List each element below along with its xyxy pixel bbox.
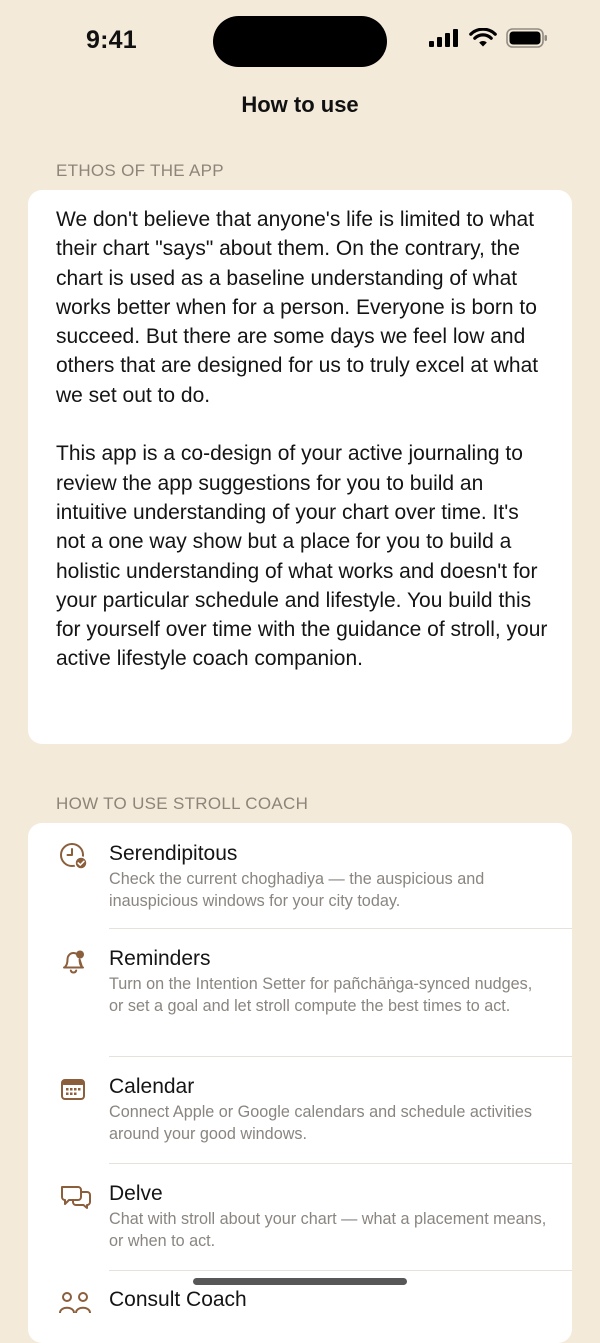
list-item-title: Consult Coach — [109, 1288, 247, 1311]
ethos-paragraph: We don't believe that anyone's life is limited to what their chart "says" about them. On the contrary, the chart is used as a baseline understanding of what works better when for a person. Everyone is born to succeed. But there are some days we feel low and others that are designed for us to truly excel at what we set out to do. — [56, 208, 539, 407]
list-item-delve[interactable] — [28, 1164, 572, 1270]
list-item-description: Check the current choghadiya — the auspicious and inauspicious windows for your city today. — [109, 870, 485, 911]
list-item-reminders[interactable] — [28, 929, 572, 1056]
calendar-icon — [59, 1075, 89, 1105]
list-item-serendipitous[interactable] — [28, 823, 572, 928]
ethos-text — [56, 205, 552, 674]
list-item-calendar[interactable] — [28, 1057, 572, 1163]
status-time: 9:41 — [86, 26, 137, 54]
home-indicator[interactable] — [193, 1278, 407, 1285]
list-item-description: Connect Apple or Google calendars and schedule activities around your good windows. — [109, 1103, 532, 1144]
ethos-section-header: ETHOS OF THE APP — [56, 161, 224, 180]
status-icons — [428, 28, 548, 53]
list-item-title: Calendar — [109, 1075, 195, 1098]
list-item-title: Serendipitous — [109, 842, 238, 865]
list-item-title: Delve — [109, 1182, 163, 1205]
battery-icon — [506, 28, 548, 53]
clock-check-icon — [59, 842, 89, 872]
cellular-signal-icon — [428, 28, 460, 53]
people-icon — [59, 1289, 89, 1319]
list-item-description: Turn on the Intention Setter for pañchāṅga-synced nudges, or set a goal and let stroll compute the best times to act. — [109, 975, 533, 1016]
page-title: How to use — [241, 92, 359, 117]
bell-icon — [59, 947, 89, 977]
wifi-icon — [469, 28, 497, 53]
ethos-card — [28, 190, 572, 744]
how-to-section-header: HOW TO USE STROLL COACH — [56, 794, 309, 813]
list-item-description: Chat with stroll about your chart — what a placement means, or when to act. — [109, 1210, 547, 1251]
status-bar — [0, 0, 600, 84]
dynamic-island — [213, 16, 387, 67]
ethos-paragraph: This app is a co-design of your active journaling to review the app suggestions for you to build an intuitive understanding of your chart over time. It's not a one way show but a place for you to build a holistic understanding of what works and doesn't for your particular schedule and lifestyle. You build this for yourself over time with the guidance of stroll, your active lifestyle coach companion. — [56, 442, 548, 671]
how-to-list — [28, 823, 572, 1343]
chat-bubbles-icon — [59, 1182, 89, 1212]
list-item-title: Reminders — [109, 947, 211, 970]
